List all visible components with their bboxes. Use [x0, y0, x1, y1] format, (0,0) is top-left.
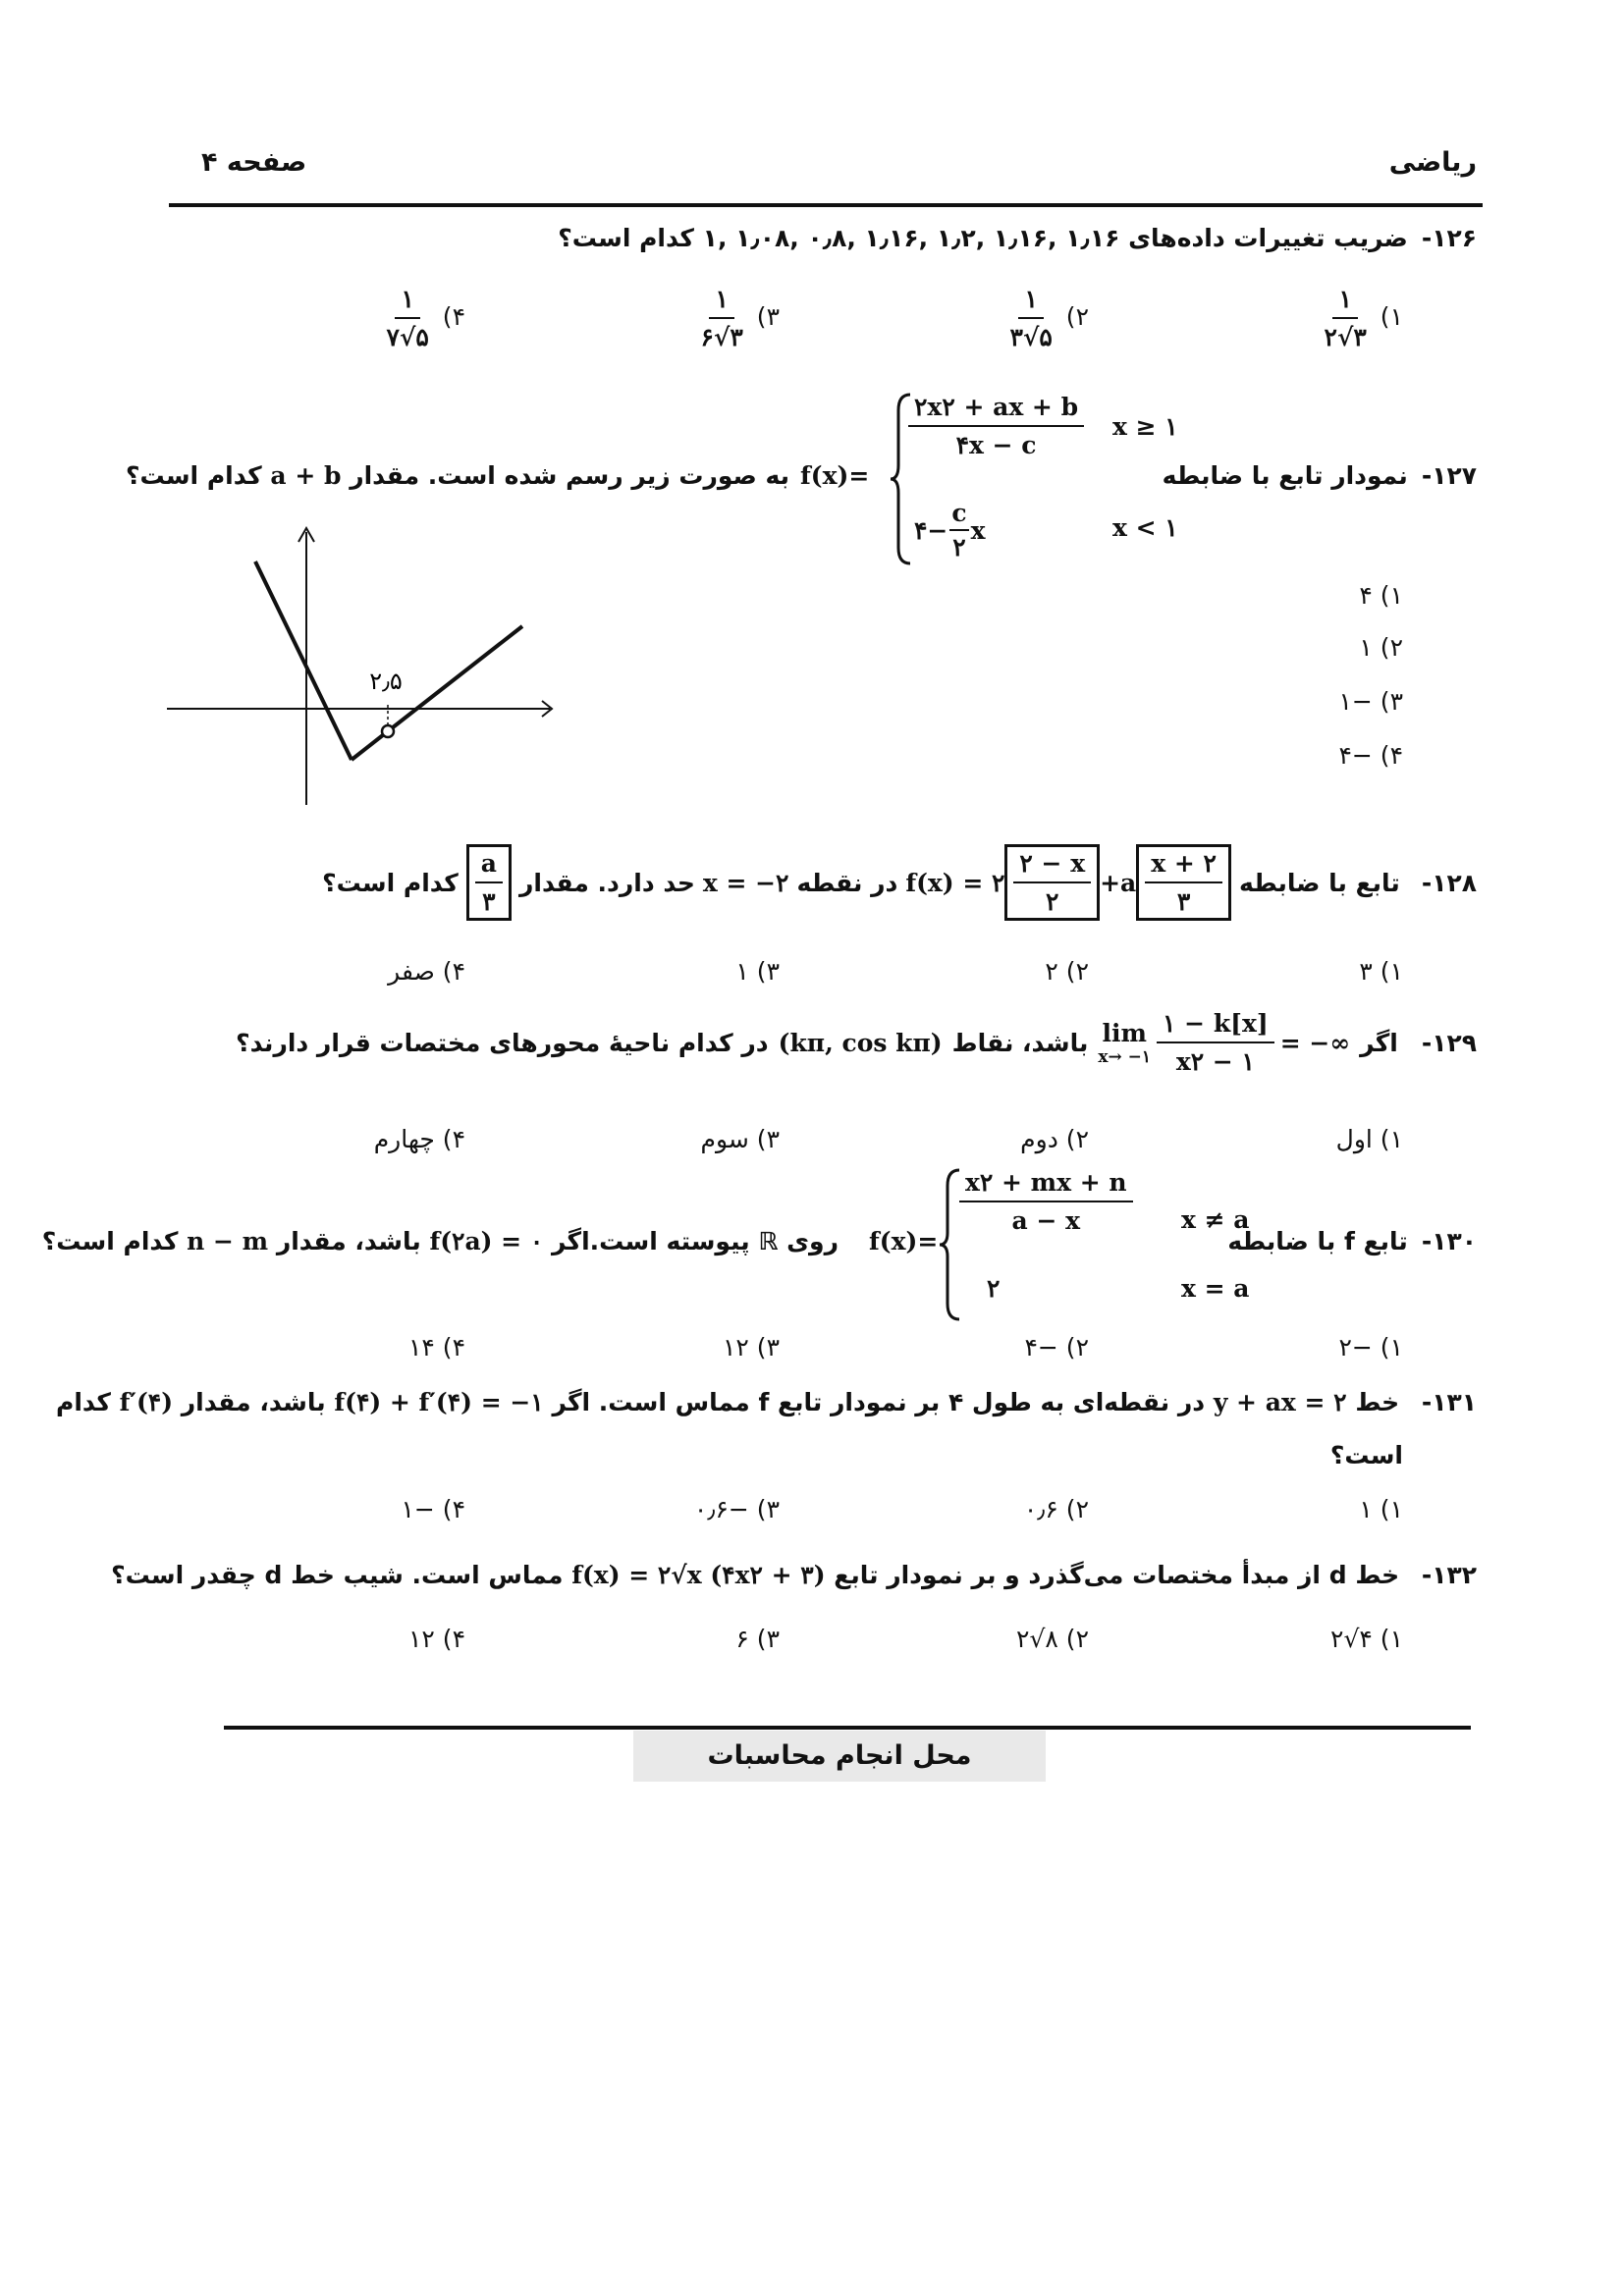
- option-1[interactable]: [1359, 1495, 1403, 1523]
- neg-infinity: = −∞: [1279, 1028, 1351, 1057]
- question-stem: ضریب تغییرات داده‌های ۱٫۱۶ ,۱٫۱۶ ,۱٫۲ ,۱٫۱۶ ,۰٫۸ ,۱٫۰۸ ,۱ کدام است؟: [558, 224, 1408, 252]
- option-text: دوم: [1020, 1125, 1058, 1153]
- option-label: ۳): [1380, 687, 1403, 716]
- option-label: ۱): [1380, 302, 1403, 331]
- question-stem-part: کدام است؟: [126, 461, 262, 490]
- question-stem-part: باشد، نقاط: [951, 1028, 1089, 1057]
- option-label: ۲): [1380, 633, 1403, 662]
- bracket1-den: ۲: [1046, 887, 1059, 916]
- option-text: ۱۲: [407, 1625, 435, 1653]
- option-4[interactable]: [381, 285, 465, 351]
- question-131-line2: است؟: [1329, 1441, 1403, 1469]
- piece1-numerator: x۲ + mx + n: [959, 1168, 1133, 1202]
- option-label: ۱): [1380, 1333, 1403, 1362]
- fx-label-127: f(x)=: [800, 461, 870, 490]
- piece2-condition: x = a: [1181, 1274, 1250, 1303]
- limit-expression: [1098, 1009, 1350, 1076]
- option-label: ۲): [1065, 1625, 1089, 1653]
- question-130: [1227, 1227, 1477, 1255]
- fprime-expression: f′(۴): [119, 1388, 174, 1416]
- option-2[interactable]: [1024, 1333, 1089, 1362]
- option-text: −۱: [1338, 687, 1373, 716]
- option-denominator: ۷√۵: [386, 323, 429, 351]
- option-text: چهارم: [373, 1125, 435, 1153]
- option-3[interactable]: [735, 957, 780, 986]
- option-3[interactable]: [723, 1333, 780, 1362]
- option-2[interactable]: [1359, 633, 1403, 662]
- line-expression: y + ax = ۲: [1213, 1388, 1347, 1416]
- piecewise-130: [938, 1166, 1262, 1323]
- option-3[interactable]: [695, 285, 780, 351]
- option-4[interactable]: [1338, 741, 1403, 770]
- piece2-x: x: [970, 515, 986, 545]
- option-label: ۲): [1065, 1125, 1089, 1153]
- bracket2-num: x + ۲: [1145, 849, 1222, 883]
- option-label: ۴): [442, 1125, 465, 1153]
- option-2[interactable]: [1020, 1125, 1089, 1153]
- nm-expression: n − m: [187, 1227, 269, 1255]
- question-stem-part: کدام: [56, 1388, 111, 1416]
- question-number: ۱۲۹-: [1421, 1028, 1477, 1057]
- question-stem-part: باشد، مقدار: [276, 1227, 421, 1255]
- left-branch: [255, 561, 352, 760]
- question-stem-part: نمودار تابع با ضابطه: [1162, 461, 1408, 490]
- question-stem-part: کدام است؟: [322, 868, 459, 897]
- question-129: [236, 1009, 1477, 1076]
- option-text: ۱۴: [407, 1333, 435, 1362]
- piece1-denominator: a − x: [1011, 1206, 1081, 1235]
- option-text: ۱: [1359, 633, 1373, 662]
- option-label: ۱): [1380, 581, 1403, 610]
- condition-expression: f(۴) + f′(۴) = −۱: [334, 1388, 544, 1416]
- option-numerator: ۱: [1018, 285, 1043, 319]
- question-stem-part: در نقطه‌ای به طول ۴ بر نمودار تابع f مماس است. اگر: [552, 1388, 1206, 1416]
- option-label: ۱): [1380, 1625, 1403, 1653]
- option-2[interactable]: [1004, 285, 1089, 351]
- lim-denominator: x۲ − ۱: [1175, 1047, 1255, 1076]
- question-stem-part: تابع با ضابطه: [1238, 868, 1400, 897]
- fx-prefix: f(x) = ۲: [905, 868, 1005, 897]
- option-denominator: ۲√۳: [1324, 323, 1367, 351]
- bracket1-num: ۲ − x: [1013, 849, 1091, 883]
- option-text: ۴: [1359, 581, 1373, 610]
- option-label: ۴): [442, 1625, 465, 1653]
- question-128: [322, 844, 1477, 921]
- option-text: −۴: [1338, 741, 1373, 770]
- option-text: −۴: [1024, 1333, 1058, 1362]
- option-text: −۲: [1338, 1333, 1373, 1362]
- option-4[interactable]: [401, 1495, 465, 1523]
- option-3[interactable]: [694, 1495, 780, 1523]
- lim-subscript: x→ −۱: [1098, 1046, 1152, 1067]
- option-3[interactable]: [1338, 687, 1403, 716]
- option-numerator: ۱: [709, 285, 733, 319]
- option-3[interactable]: [701, 1125, 781, 1153]
- question-stem-part: مماس است. شیب خط d چقدر است؟: [111, 1561, 564, 1589]
- open-point: [382, 725, 394, 737]
- fx-expression-128: [905, 844, 1231, 921]
- piece2-two: ۲: [952, 533, 966, 561]
- question-stem-part: کدام است؟: [41, 1227, 179, 1255]
- option-numerator: ۱: [1332, 285, 1357, 319]
- option-1[interactable]: [1330, 1625, 1403, 1653]
- option-label: ۴): [442, 1495, 465, 1523]
- option-label: ۳): [756, 1333, 780, 1362]
- option-denominator: ۶√۳: [700, 323, 743, 351]
- option-text: ۸√۲: [1016, 1625, 1058, 1653]
- option-text: ۴√۲: [1330, 1625, 1373, 1653]
- point-expression: (kπ, cos kπ): [778, 1028, 943, 1057]
- plus-a: +a: [1100, 868, 1137, 897]
- option-text: ۰٫۶: [1023, 1495, 1058, 1523]
- question-stem-part: در نقطه: [796, 868, 898, 897]
- question-stem-part: اگر: [1360, 1028, 1398, 1057]
- question-number: ۱۲۸-: [1421, 868, 1477, 897]
- question-number: ۱۲۶-: [1421, 224, 1477, 252]
- bracket3-den: ۳: [482, 887, 496, 916]
- option-label: ۲): [1065, 957, 1089, 986]
- option-4[interactable]: [374, 1125, 465, 1153]
- header-rule: [169, 203, 1483, 207]
- lim-word: lim: [1102, 1018, 1147, 1047]
- option-2[interactable]: [1024, 1495, 1089, 1523]
- option-2[interactable]: [1045, 957, 1089, 986]
- option-label: ۱): [1380, 957, 1403, 986]
- condition-expression: f(۲a) = ۰: [429, 1227, 544, 1255]
- piece1-denominator: ۴x − c: [955, 431, 1037, 459]
- piece2-expression: [914, 499, 986, 561]
- piece2-condition: x < ۱: [1112, 513, 1178, 542]
- question-stem-part: تابع f با ضابطه: [1227, 1227, 1408, 1255]
- option-text: −۰٫۶: [693, 1495, 749, 1523]
- option-1[interactable]: [1336, 1125, 1403, 1153]
- option-label: ۳): [756, 302, 780, 331]
- option-text: ۱۲: [722, 1333, 749, 1362]
- question-127-tail: [126, 461, 789, 490]
- option-label: ۴): [442, 957, 465, 986]
- option-text: ۶: [735, 1625, 749, 1653]
- question-stem-part: باشد، مقدار: [181, 1388, 326, 1416]
- subject-title: ریاضی: [1388, 147, 1477, 178]
- option-label: ۳): [756, 957, 780, 986]
- option-3[interactable]: [735, 1625, 780, 1653]
- option-4[interactable]: [408, 1625, 465, 1653]
- lim-numerator: ۱ − k[x]: [1157, 1009, 1274, 1043]
- point-value: x = −۲: [702, 868, 789, 897]
- graph-label: ۲٫۵: [369, 667, 403, 695]
- right-branch: [388, 626, 522, 731]
- option-label: ۱): [1380, 1125, 1403, 1153]
- question-stem-part: روی ℝ پیوسته است.اگر: [551, 1227, 839, 1255]
- question-stem-part: حد دارد. مقدار: [518, 868, 695, 897]
- option-denominator: ۳√۵: [1009, 323, 1053, 351]
- piecewise-127: [889, 391, 1213, 567]
- bracket2-den: ۳: [1176, 887, 1191, 916]
- option-text: ۱: [1359, 1495, 1373, 1523]
- option-numerator: ۱: [395, 285, 419, 319]
- option-1[interactable]: [1338, 1333, 1403, 1362]
- option-label: ۴): [442, 1333, 465, 1362]
- question-126: [558, 224, 1477, 252]
- footer-rule: [224, 1726, 1471, 1730]
- question-stem-part: خط d از مبدأ مختصات می‌گذرد و بر نمودار تابع: [834, 1561, 1400, 1589]
- question-number: ۱۳۰-: [1421, 1227, 1477, 1255]
- option-label: ۲): [1065, 1333, 1089, 1362]
- question-131: [56, 1388, 1477, 1416]
- piece2-c: c: [949, 499, 968, 531]
- question-number: ۱۳۱-: [1421, 1388, 1477, 1416]
- option-text: اول: [1335, 1125, 1373, 1153]
- question-stem-part: به صورت زیر رسم شده است. مقدار: [350, 461, 789, 490]
- option-4[interactable]: [388, 957, 465, 986]
- calculation-area-label: محل انجام محاسبات: [633, 1731, 1046, 1782]
- option-label: ۴): [1380, 741, 1403, 770]
- question-130-tail: [42, 1227, 839, 1255]
- question-132: [111, 1561, 1477, 1589]
- piece1-numerator: ۲x۲ + ax + b: [908, 393, 1084, 427]
- question-stem-part: خط: [1355, 1388, 1400, 1416]
- option-text: ۳: [1359, 957, 1373, 986]
- question-number: ۱۲۷-: [1421, 461, 1477, 490]
- option-1[interactable]: [1359, 581, 1403, 610]
- option-label: ۳): [756, 1125, 780, 1153]
- function-graph-127: [162, 518, 560, 813]
- option-2[interactable]: [1016, 1625, 1089, 1653]
- ab-expression: a + b: [270, 461, 342, 490]
- option-label: ۱): [1380, 1495, 1403, 1523]
- option-1[interactable]: [1359, 957, 1403, 986]
- option-text: ۱: [735, 957, 749, 986]
- piece2-value: ۲: [987, 1274, 1001, 1303]
- option-text: سوم: [700, 1125, 749, 1153]
- function-expression: f(x) = ۲√x (۴x۲ + ۳): [571, 1561, 826, 1589]
- option-label: ۲): [1065, 1495, 1089, 1523]
- bracket3-num: a: [475, 849, 503, 883]
- question-number: ۱۳۲-: [1421, 1561, 1477, 1589]
- piece2-constant: ۴−: [914, 515, 948, 545]
- page-number: صفحه ۴: [201, 147, 307, 178]
- fx-label-130: f(x)=: [869, 1227, 939, 1255]
- option-text: ۲: [1045, 957, 1058, 986]
- option-label: ۳): [756, 1495, 780, 1523]
- option-4[interactable]: [408, 1333, 465, 1362]
- option-text: −۱: [401, 1495, 435, 1523]
- option-label: ۴): [442, 302, 465, 331]
- option-1[interactable]: [1319, 285, 1403, 351]
- question-stem-part: در کدام ناحیهٔ محورهای مختصات قرار دارند؟: [236, 1028, 769, 1057]
- piece1-condition: x ≥ ۱: [1112, 412, 1178, 441]
- piece1-condition: x ≠ a: [1181, 1205, 1250, 1234]
- option-label: ۲): [1065, 302, 1089, 331]
- option-label: ۳): [756, 1625, 780, 1653]
- option-text: صفر: [388, 957, 435, 986]
